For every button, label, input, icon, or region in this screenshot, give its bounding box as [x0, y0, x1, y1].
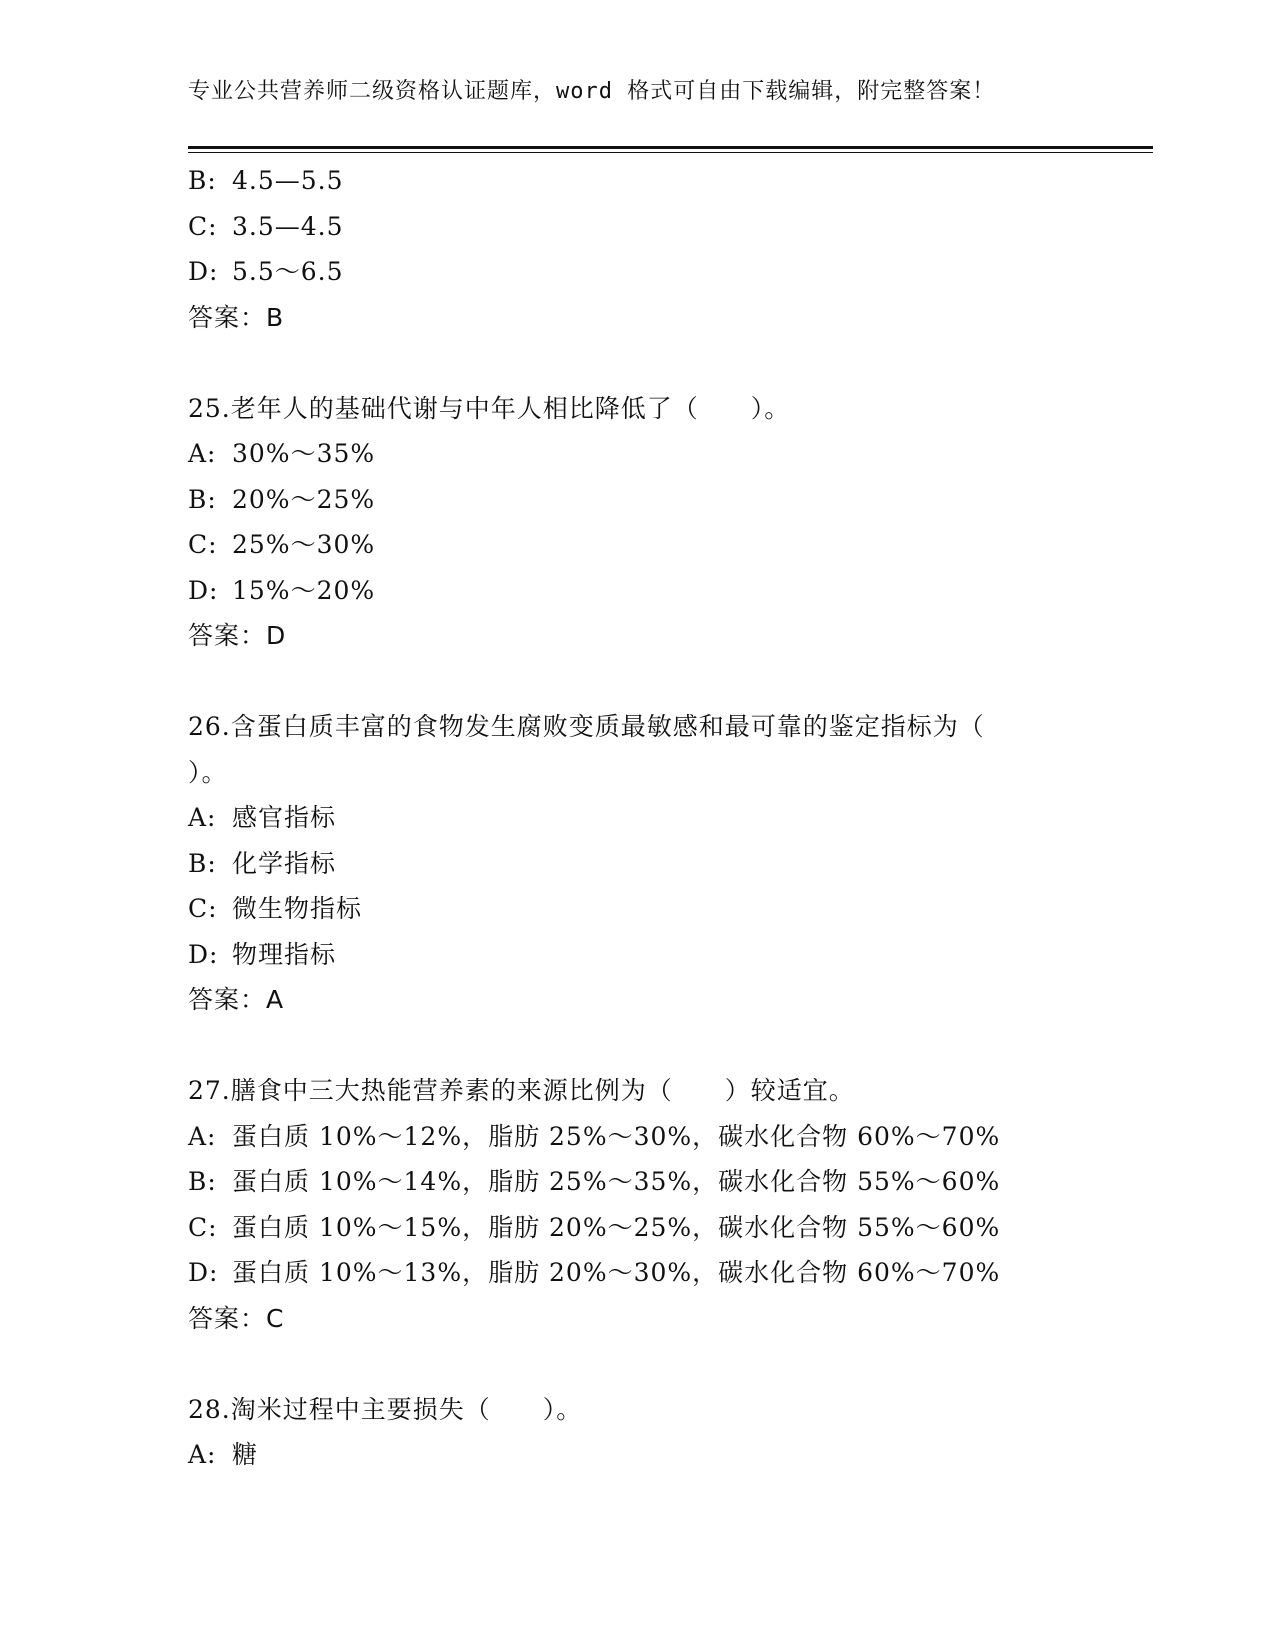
- block-spacer: [188, 1341, 1088, 1387]
- option-letter: A:: [188, 439, 217, 468]
- answer-line: 答案：C: [188, 1303, 285, 1333]
- option-letter: B:: [188, 484, 217, 514]
- option-item: [188, 1205, 1088, 1251]
- option-letter: A:: [188, 1121, 217, 1151]
- option-item: [188, 841, 1088, 887]
- option-letter: D:: [188, 575, 219, 605]
- option-letter: B:: [188, 166, 217, 195]
- option-letter: A:: [188, 1440, 217, 1469]
- option-item: [188, 522, 1088, 568]
- option-item: [188, 158, 1088, 204]
- question-stem: 28.淘米过程中主要损失（ ）。: [188, 1394, 583, 1424]
- option-item: [188, 1159, 1088, 1205]
- option-letter: D:: [188, 257, 219, 286]
- option-letter: C:: [188, 894, 218, 923]
- option-text: 微生物指标: [232, 894, 363, 923]
- option-item: [188, 1114, 1088, 1160]
- option-item: [188, 795, 1088, 841]
- option-item: [188, 431, 1088, 477]
- option-text: 20%～25%: [232, 484, 376, 514]
- option-letter: D:: [188, 939, 219, 969]
- option-item: [188, 249, 1088, 295]
- question-stem: ）。: [188, 757, 228, 787]
- option-letter: B:: [188, 1167, 217, 1196]
- header-rule-thin: [188, 152, 1153, 153]
- option-text: 4.5—5.5: [232, 166, 344, 195]
- question-stem: 27.膳食中三大热能营养素的来源比例为（ ）较适宜。: [188, 1076, 855, 1105]
- option-text: 3.5—4.5: [232, 211, 344, 241]
- question-continuation: [188, 158, 1088, 340]
- option-text: 30%～35%: [232, 439, 376, 468]
- header-rule-thick: [188, 146, 1153, 149]
- option-letter: C:: [188, 1212, 218, 1242]
- option-text: 糖: [232, 1440, 259, 1469]
- question-block: [188, 704, 1088, 1023]
- option-text: 蛋白质 10%～13%，脂肪 20%～30%，碳水化合物 60%～70%: [232, 1258, 1001, 1287]
- question-list: [188, 158, 1088, 1478]
- option-text: 物理指标: [232, 939, 337, 969]
- option-letter: D:: [188, 1258, 219, 1287]
- option-item: [188, 1250, 1088, 1296]
- answer-line: 答案：A: [188, 985, 285, 1014]
- option-letter: B:: [188, 848, 217, 878]
- option-item: [188, 568, 1088, 614]
- option-letter: A:: [188, 803, 217, 832]
- option-text: 15%～20%: [232, 575, 376, 605]
- option-text: 蛋白质 10%～15%，脂肪 20%～25%，碳水化合物 55%～60%: [232, 1212, 1001, 1242]
- page-header: 专业公共营养师二级资格认证题库，word 格式可自由下载编辑，附完整答案！: [188, 79, 996, 104]
- option-text: 25%～30%: [232, 530, 376, 559]
- block-spacer: [188, 1023, 1088, 1069]
- option-text: 化学指标: [232, 848, 337, 878]
- block-spacer: [188, 340, 1088, 386]
- answer-line: 答案：B: [188, 302, 285, 332]
- question-stem: 25.老年人的基础代谢与中年人相比降低了（ ）。: [188, 393, 791, 423]
- option-letter: C:: [188, 530, 218, 559]
- question-block: [188, 386, 1088, 659]
- option-text: 蛋白质 10%～12%，脂肪 25%～30%，碳水化合物 60%～70%: [232, 1121, 1001, 1151]
- question-block: [188, 1068, 1088, 1341]
- answer-line: 答案：D: [188, 621, 287, 650]
- option-item: [188, 1432, 1088, 1478]
- block-spacer: [188, 659, 1088, 705]
- option-item: [188, 204, 1088, 250]
- question-block: [188, 1387, 1088, 1478]
- question-stem: 26.含蛋白质丰富的食物发生腐败变质最敏感和最可靠的鉴定指标为（: [188, 712, 985, 741]
- option-item: [188, 932, 1088, 978]
- option-item: [188, 477, 1088, 523]
- option-item: [188, 886, 1088, 932]
- option-letter: C:: [188, 211, 218, 241]
- option-text: 蛋白质 10%～14%，脂肪 25%～35%，碳水化合物 55%～60%: [232, 1167, 1001, 1196]
- option-text: 感官指标: [232, 803, 337, 832]
- option-text: 5.5～6.5: [232, 257, 344, 286]
